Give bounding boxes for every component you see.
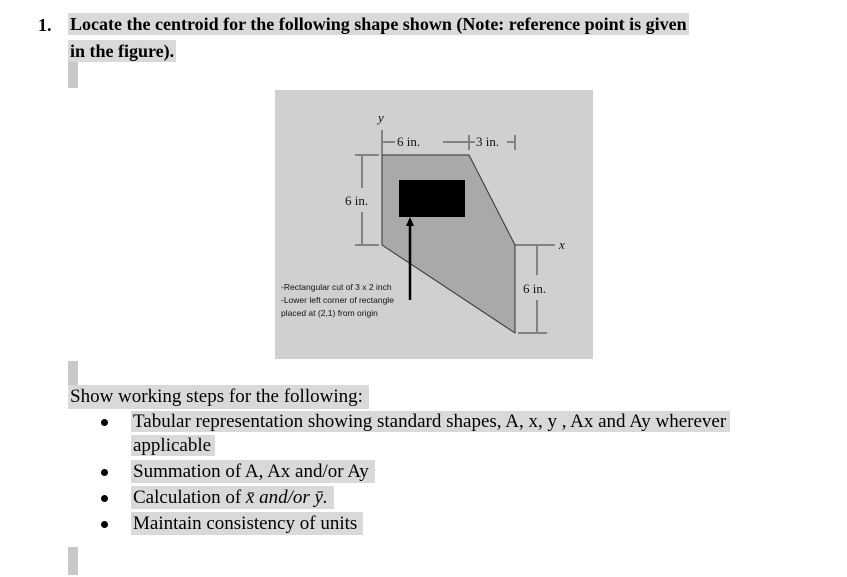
steps-list [96,410,791,538]
item3-math: x̄ and/or ȳ. [245,487,328,508]
list-item [96,512,791,536]
note-line-3: placed at (2,1) from origin [281,308,378,318]
dim-top-right: 3 in. [476,134,500,149]
question-text [68,11,794,65]
shape-figure [275,90,593,359]
note-line-2: -Lower left corner of rectangle [281,295,394,305]
dim-right-height: 6 in. [523,281,547,296]
dim-top-left: 6 in. [397,134,421,149]
item2-text: Summation of A, Ax and/or Ay [131,460,375,483]
note-line-1: -Rectangular cut of 3 x 2 inch [281,282,392,292]
y-axis-label: y [378,110,384,125]
left-margin-bar-1 [68,62,78,88]
item3-prefix: Calculation of [133,487,246,508]
steps-title: Show working steps for the following: [68,385,369,409]
list-item [96,460,791,484]
question-number: 1. [38,15,52,35]
item3-text [131,486,334,509]
list-item [96,486,791,510]
item1-line1: Tabular representation showing standard shapes, A, x, y , Ax and Ay wherever [131,411,730,432]
left-margin-bar-2 [68,361,78,385]
dim-left-height: 6 in. [345,193,369,208]
item4-text: Maintain consistency of units [131,512,363,535]
item1-line2: applicable [131,435,215,456]
list-item [96,410,791,458]
left-margin-bar-3 [68,547,78,575]
figure-drawing [275,90,593,359]
x-axis-label: x [559,237,565,252]
question-line-1: Locate the centroid for the following shape shown (Note: reference point is given [70,14,687,34]
rectangular-cut [399,180,465,217]
question-line-2: in the figure). [70,41,175,61]
